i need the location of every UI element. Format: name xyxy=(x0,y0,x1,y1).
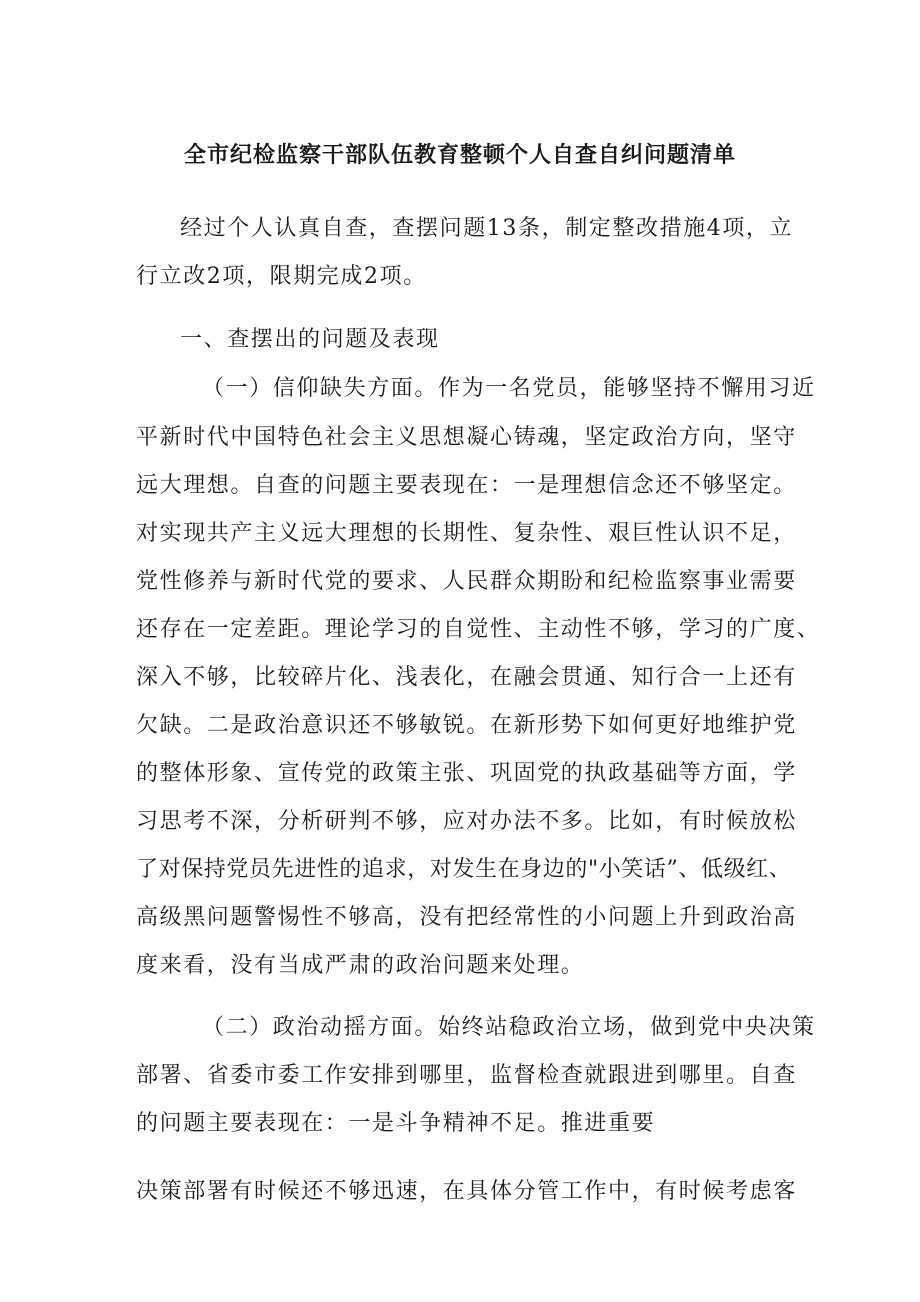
paragraph-line: 部署、省委市委工作安排到哪里，监督检查就跟进到哪里。自查 xyxy=(136,1063,797,1088)
paragraph-line: 对实现共产主义远大理想的长期性、复杂性、艰巨性认识不足， xyxy=(136,521,797,546)
paragraph-line: 高级黑问题警惕性不够高，没有把经常性的小问题上升到政治高 xyxy=(136,905,797,930)
paragraph-line: （二）政治动摇方面。始终站稳政治立场，做到党中央决策 xyxy=(202,1015,816,1040)
section-heading: 一、查摆出的问题及表现 xyxy=(180,327,440,352)
paragraph-line: 平新时代中国特色社会主义思想凝心铸魂，坚定政治方向，坚守 xyxy=(136,425,797,450)
paragraph-line: 党性修养与新时代党的要求、人民群众期盼和纪检监察事业需要 xyxy=(136,569,797,594)
paragraph-line: 欠缺。二是政治意识还不够敏锐。在新形势下如何更好地维护党 xyxy=(136,713,797,738)
paragraph-line: 习思考不深，分析研判不够，应对办法不多。比如，有时候放松 xyxy=(136,809,797,834)
paragraph-line: 了对保持党员先进性的追求，对发生在身边的"小笑话”、低级红、 xyxy=(136,857,792,882)
paragraph-line: 深入不够，比较碎片化、浅表化，在融会贯通、知行合一上还有 xyxy=(136,665,797,690)
paragraph-line: 行立改2项，限期完成2项。 xyxy=(136,264,427,289)
paragraph-line: 的整体形象、宣传党的政策主张、巩固党的执政基础等方面，学 xyxy=(136,761,797,786)
paragraph-line: （一）信仰缺失方面。作为一名党员，能够坚持不懈用习近 xyxy=(202,376,816,401)
paragraph-line: 的问题主要表现在：一是斗争精神不足。推进重要 xyxy=(136,1111,656,1136)
paragraph-line: 度来看，没有当成严肃的政治问题来处理。 xyxy=(136,953,585,978)
paragraph-line: 还存在一定差距。理论学习的自觉性、主动性不够，学习的广度、 xyxy=(136,617,821,642)
paragraph-line: 远大理想。自查的问题主要表现在：一是理想信念还不够坚定。 xyxy=(136,473,797,498)
paragraph-line: 经过个人认真自查，查摆问题13条，制定整改措施4项，立 xyxy=(180,216,794,241)
paragraph-line: 决策部署有时候还不够迅速，在具体分管工作中，有时候考虑客 xyxy=(136,1179,797,1204)
document-title: 全市纪检监察干部队伍教育整顿个人自查自纠问题清单 xyxy=(183,142,736,168)
